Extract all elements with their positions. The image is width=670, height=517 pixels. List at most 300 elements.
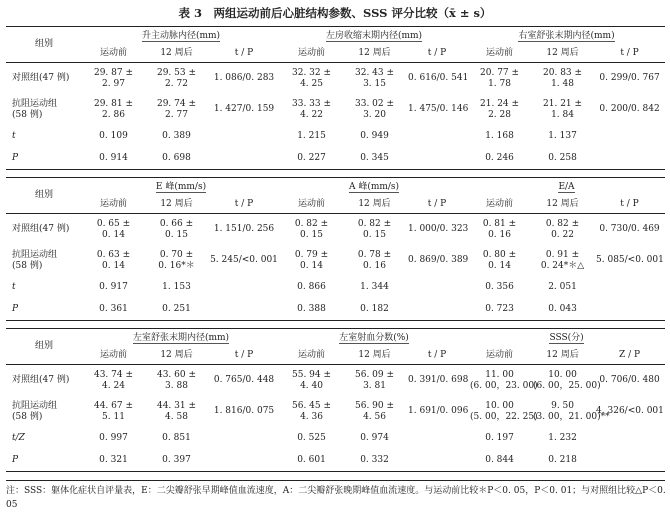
table-cell [82, 125, 145, 147]
table-cell [82, 427, 145, 449]
subheader: 12 周后 [160, 199, 193, 209]
cell-value: 0. 974 [360, 432, 389, 443]
row-label-text: 对照组(47 例) [12, 375, 70, 385]
table-cell [406, 214, 468, 246]
row-label [6, 214, 82, 246]
subheader: 运动前 [486, 350, 514, 360]
table-cell [531, 147, 594, 170]
row-label [6, 365, 82, 397]
subheader: 12 周后 [546, 350, 579, 360]
subheader: 运动前 [99, 350, 127, 360]
cell-value: 0. 391/0. 698 [408, 375, 469, 385]
cell-value: 1. 137 [548, 130, 577, 141]
cell-value: 0. 22 [551, 229, 574, 240]
row-label-text: P [12, 303, 19, 314]
cell-value: 1. 086/0. 283 [213, 73, 275, 83]
table-cell [594, 427, 665, 449]
table-cell [208, 63, 280, 95]
table-cell [280, 147, 343, 170]
cell-value: 0. 197 [485, 432, 514, 443]
table-cell [531, 125, 594, 147]
table-cell [280, 396, 343, 427]
table-cell [406, 298, 468, 321]
cell-value: 29. 74 ± [156, 98, 197, 109]
cell-value: 0. 91 ± [545, 249, 580, 260]
row-label-text: (58 例) [12, 109, 43, 120]
table-cell [406, 427, 468, 449]
subheader: t / P [234, 48, 254, 58]
cell-value: 1. 153 [162, 281, 191, 292]
cell-value: 0. 258 [548, 152, 577, 163]
group-header: 左室舒张末期内径(mm) [132, 332, 230, 343]
cell-value: 0. 765/0. 448 [213, 375, 275, 385]
cell-value: 2. 86 [102, 109, 125, 120]
cell-value: 0. 914 [99, 152, 128, 163]
table-row [6, 63, 665, 95]
cell-value: 0. 723 [485, 303, 514, 314]
table-title: 表 3 两组运动前后心脏结构参数、SSS 评分比较（x̄ ± s） [178, 6, 492, 20]
table-row [6, 298, 665, 321]
subheader: 运动前 [486, 48, 514, 58]
subheader: t / P [234, 350, 254, 360]
row-label [6, 94, 82, 125]
cell-value: 0. 14 [488, 260, 511, 271]
table-cell [145, 396, 208, 427]
table-cell [145, 94, 208, 125]
table-cell [406, 276, 468, 298]
subheader: 12 周后 [160, 350, 193, 360]
table-row [6, 449, 665, 472]
subheader: 12 周后 [358, 199, 391, 209]
table-cell [594, 298, 665, 321]
group-header: E 峰(mm/s) [155, 181, 207, 192]
subheader: 运动前 [298, 48, 326, 58]
cell-value: 0. 361 [99, 303, 128, 314]
table-cell [280, 276, 343, 298]
cell-value: 43. 60 ± [156, 369, 197, 380]
cell-value: 0. 917 [99, 281, 128, 292]
table-row [6, 427, 665, 449]
table-row [6, 147, 665, 170]
cell-value: 0. 65 ± [96, 218, 131, 229]
cell-value: 43. 74 ± [93, 369, 134, 380]
table-cell [208, 365, 280, 397]
table-cell [343, 94, 406, 125]
cell-value: 1. 48 [551, 78, 574, 89]
cell-value: 0. 82 ± [294, 218, 329, 229]
cell-value: 0. 16 [488, 229, 511, 240]
table-cell [531, 245, 594, 276]
cell-value: 5. 085/<0. 001 [596, 255, 664, 265]
table-cell [531, 63, 594, 95]
cell-value: 11. 00 [485, 369, 514, 380]
cell-value: 0. 043 [548, 303, 577, 314]
cell-value: 0. 24*＊△ [540, 260, 585, 271]
cell-value: (6. 00，25. 00) [533, 380, 601, 391]
cell-value: 4. 58 [165, 411, 188, 422]
table-row [6, 214, 665, 246]
table-cell [343, 245, 406, 276]
table-cell [280, 449, 343, 472]
table-cell [145, 276, 208, 298]
cell-value: 5. 245/<0. 001 [210, 255, 278, 265]
table-cell [208, 396, 280, 427]
table-section-2 [6, 177, 665, 321]
cell-value: 0. 109 [99, 130, 128, 141]
group-header: 右室舒张末期内径(mm) [518, 30, 615, 41]
cell-value: 4. 56 [363, 411, 386, 422]
cell-value: 0. 78 ± [357, 249, 392, 260]
cell-value: (6. 00，23. 00) [470, 380, 538, 391]
table-cell [406, 63, 468, 95]
cell-value: 0. 15 [165, 229, 188, 240]
group-header: SSS(分) [549, 332, 584, 343]
table-cell [145, 214, 208, 246]
table-cell [82, 63, 145, 95]
table-cell [208, 276, 280, 298]
table-cell [145, 427, 208, 449]
cell-value: 3. 81 [363, 380, 386, 391]
cell-value: 0. 182 [360, 303, 389, 314]
table-cell [82, 94, 145, 125]
table-cell [145, 365, 208, 397]
cell-value: 0. 616/0. 541 [408, 73, 469, 83]
table-cell [145, 298, 208, 321]
table-cell [343, 147, 406, 170]
table-cell [343, 449, 406, 472]
table-cell [82, 298, 145, 321]
cell-value: (5. 00，22. 25) [470, 411, 538, 422]
table-cell [594, 214, 665, 246]
group-header: 升主动脉内径(mm) [141, 30, 221, 41]
cell-value: 1. 151/0. 256 [213, 224, 275, 234]
subheader: t / P [427, 199, 447, 209]
table-note: 注：SSS：躯体化症状自评量表，E：二尖瓣舒张早期峰值血流速度，A：二尖瓣舒张晚期峰值血流速度。与运动前比较＊P＜0. 05，P＜0. 01；与对照组比较△P＜0. 05 [6, 486, 666, 510]
table-cell [468, 94, 531, 125]
cell-value: 2. 051 [548, 281, 577, 292]
cell-value: 0. 218 [548, 454, 577, 465]
cell-value: 0. 706/0. 480 [599, 375, 660, 385]
row-label-text: P [12, 152, 19, 163]
cell-value: 1. 232 [548, 432, 577, 443]
cell-value: 0. 14 [102, 260, 125, 271]
table-cell [208, 94, 280, 125]
row-label-text: 对照组(47 例) [12, 73, 70, 83]
cell-value: 0. 70 ± [159, 249, 194, 260]
cell-value: 0. 14 [300, 260, 323, 271]
subheader: 12 周后 [546, 199, 579, 209]
table-cell [468, 365, 538, 397]
table-cell [280, 365, 343, 397]
cell-value: 20. 83 ± [543, 67, 583, 78]
subheader: 12 周后 [160, 48, 193, 58]
subheader: 运动前 [298, 350, 326, 360]
cell-value: 0. 866 [297, 281, 326, 292]
cell-value: 0. 332 [360, 454, 389, 465]
table-cell [406, 147, 468, 170]
subheader: 运动前 [486, 199, 514, 209]
table-cell [343, 63, 406, 95]
cell-value: 0. 15 [363, 229, 386, 240]
row-label-text: 抗阻运动组 [12, 400, 58, 411]
table-cell [468, 449, 531, 472]
cell-value: 2. 28 [488, 109, 511, 120]
row-label-text: t [12, 130, 16, 141]
cell-value: 21. 21 ± [543, 98, 583, 109]
table-cell [82, 365, 145, 397]
cell-value: 10. 00 [485, 400, 514, 411]
row-label-text: t [12, 281, 16, 292]
table-cell [468, 125, 531, 147]
cell-value: 5. 11 [102, 411, 125, 422]
table-cell [406, 125, 468, 147]
cell-value: 56. 90 ± [355, 400, 395, 411]
cell-value: 1. 000/0. 323 [408, 224, 469, 234]
cell-value: 0. 730/0. 469 [599, 224, 660, 234]
table-cell [280, 63, 343, 95]
cell-value: 4. 24 [102, 380, 125, 391]
cell-value: 3. 88 [165, 380, 188, 391]
cell-value: 55. 94 ± [292, 369, 332, 380]
table-cell [406, 449, 468, 472]
cell-value: 1. 78 [488, 78, 511, 89]
row-label-header: 组别 [34, 341, 53, 351]
table-cell [280, 245, 343, 276]
cell-value: 0. 81 ± [482, 218, 517, 229]
subheader: 运动前 [99, 48, 127, 58]
cell-value: 0. 949 [360, 130, 389, 141]
table-row [6, 94, 665, 125]
table-cell [406, 396, 468, 427]
row-label-text: (58 例) [12, 411, 43, 422]
table-cell [531, 365, 601, 397]
cell-value: 0. 79 ± [294, 249, 329, 260]
cell-value: 0. 15 [300, 229, 323, 240]
cell-value: 32. 43 ± [355, 67, 395, 78]
cell-value: 1. 344 [360, 281, 389, 292]
cell-value: 4. 40 [300, 380, 323, 391]
row-label [6, 276, 82, 298]
table-cell [468, 147, 531, 170]
cell-value: 0. 63 ± [96, 249, 131, 260]
row-label-text: 抗阻运动组 [12, 249, 58, 260]
table-cell [343, 125, 406, 147]
table-row [6, 245, 665, 276]
table-cell [343, 396, 406, 427]
section-body [6, 365, 665, 472]
section-body [6, 214, 665, 321]
table-cell [468, 427, 531, 449]
subheader: 12 周后 [358, 350, 391, 360]
cell-value: 56. 09 ± [355, 369, 395, 380]
subheader: t / P [620, 199, 639, 209]
cell-value: 4. 36 [300, 411, 323, 422]
group-header: 左室射血分数(%) [339, 332, 409, 343]
cell-value: 29. 81 ± [93, 98, 134, 109]
row-label-header: 组别 [34, 39, 53, 49]
table-cell [406, 94, 468, 125]
row-label-text: 抗阻运动组 [12, 98, 58, 109]
table-cell [208, 147, 280, 170]
table-section-3 [6, 328, 665, 472]
row-label-text: t/Z [12, 432, 25, 443]
table-cell [343, 298, 406, 321]
table-cell [594, 94, 665, 125]
table-cell [145, 125, 208, 147]
cell-value: 0. 601 [297, 454, 326, 465]
table-cell [280, 214, 343, 246]
table-cell [531, 214, 594, 246]
table-section-1 [6, 26, 665, 170]
row-label [6, 147, 82, 170]
cell-value: 0. 66 ± [159, 218, 194, 229]
table-cell [145, 147, 208, 170]
subheader: Z / P [619, 350, 641, 360]
table-cell [280, 125, 343, 147]
row-label [6, 427, 82, 449]
table-cell [208, 449, 280, 472]
table-cell [82, 396, 145, 427]
cell-value: 1. 691/0. 096 [408, 406, 469, 416]
table-cell [531, 449, 594, 472]
group-header: E/A [558, 181, 575, 192]
table-cell [531, 298, 594, 321]
table-cell [82, 276, 145, 298]
cell-value: 0. 299/0. 767 [599, 73, 660, 83]
cell-value: 4. 326/<0. 001 [596, 406, 664, 416]
table-cell [594, 449, 665, 472]
cell-value: 0. 227 [297, 152, 326, 163]
cell-value: 0. 200/0. 842 [599, 104, 660, 114]
cell-value: 4. 25 [300, 78, 323, 89]
cell-value: 44. 31 ± [156, 400, 197, 411]
cell-value: 21. 24 ± [480, 98, 520, 109]
table-cell [280, 94, 343, 125]
cell-value: 2. 72 [165, 78, 188, 89]
cell-value: 33. 02 ± [355, 98, 395, 109]
table-cell [531, 94, 594, 125]
cell-value: 33. 33 ± [292, 98, 332, 109]
cell-value: 1. 427/0. 159 [213, 104, 275, 114]
subheader: 运动前 [99, 199, 127, 209]
table-cell [82, 147, 145, 170]
cell-value: 44. 67 ± [93, 400, 134, 411]
row-label [6, 245, 82, 276]
table-cell [343, 365, 406, 397]
table-cell [208, 427, 280, 449]
cell-value: 1. 475/0. 146 [408, 104, 469, 114]
cell-value: (3. 00，21. 00)** [533, 411, 610, 422]
cell-value: 0. 389 [162, 130, 191, 141]
table-cell [208, 214, 280, 246]
table-cell [208, 125, 280, 147]
subheader: 运动前 [297, 199, 325, 209]
table-cell [468, 245, 531, 276]
subheader: t / P [620, 48, 639, 58]
section-body [6, 63, 665, 170]
cell-value: 0. 82 ± [545, 218, 580, 229]
cell-value: 9. 50 [551, 400, 574, 411]
table-cell [531, 396, 610, 427]
cell-value: 3. 15 [363, 78, 386, 89]
cell-value: 0. 698 [162, 152, 191, 163]
cell-value: 0. 388 [297, 303, 326, 314]
cell-value: 1. 816/0. 075 [213, 406, 275, 416]
table-cell [594, 63, 665, 95]
table-cell [145, 449, 208, 472]
cell-value: 4. 22 [300, 109, 323, 120]
table-cell [145, 245, 208, 276]
cell-value: 1. 215 [297, 130, 326, 141]
table-cell [594, 396, 665, 427]
table-cell [468, 214, 531, 246]
cell-value: 0. 356 [485, 281, 514, 292]
table-cell [208, 298, 280, 321]
cell-value: 29. 87 ± [93, 67, 134, 78]
cell-value: 1. 168 [485, 130, 514, 141]
table-cell [531, 427, 594, 449]
row-label-text: 对照组(47 例) [12, 224, 70, 234]
note-divider [6, 480, 665, 481]
table-cell [594, 245, 665, 276]
table-cell [280, 298, 343, 321]
table-cell [594, 365, 665, 397]
table-cell [594, 125, 665, 147]
cell-value: 0. 397 [162, 454, 191, 465]
row-label [6, 449, 82, 472]
table-cell [208, 245, 280, 276]
table-cell [343, 427, 406, 449]
table-cell [531, 276, 594, 298]
cell-value: 32. 32 ± [292, 67, 332, 78]
row-label-text: P [12, 454, 19, 465]
group-header: A 峰(mm/s) [348, 181, 400, 192]
table-cell [468, 298, 531, 321]
cell-value: 0. 16 [363, 260, 386, 271]
table-row [6, 365, 665, 397]
table-cell [343, 214, 406, 246]
cell-value: 2. 97 [102, 78, 125, 89]
table-cell [280, 427, 343, 449]
table-cell [82, 449, 145, 472]
cell-value: 0. 869/0. 389 [408, 255, 469, 265]
table-cell [406, 365, 468, 397]
cell-value: 0. 251 [162, 303, 191, 314]
cell-value: 0. 14 [102, 229, 125, 240]
table-cell [594, 147, 665, 170]
group-header: 左房收缩末期内径(mm) [325, 30, 423, 41]
cell-value: 0. 16*＊ [158, 260, 195, 271]
table-cell [145, 63, 208, 95]
table-cell [468, 396, 538, 427]
table-cell [343, 276, 406, 298]
table-cell [468, 276, 531, 298]
cell-value: 0. 345 [360, 152, 389, 163]
cell-value: 10. 00 [548, 369, 577, 380]
table-cell [406, 245, 468, 276]
row-label [6, 298, 82, 321]
subheader: 12 周后 [546, 48, 579, 58]
cell-value: 0. 997 [99, 432, 128, 443]
subheader: t / P [427, 48, 447, 58]
cell-value: 0. 321 [99, 454, 128, 465]
cell-value: 0. 851 [162, 432, 191, 443]
table-cell [594, 276, 665, 298]
cell-value: 1. 84 [551, 109, 574, 120]
subheader: t / P [234, 199, 254, 209]
row-label-header: 组别 [34, 190, 53, 200]
table-cell [468, 63, 531, 95]
